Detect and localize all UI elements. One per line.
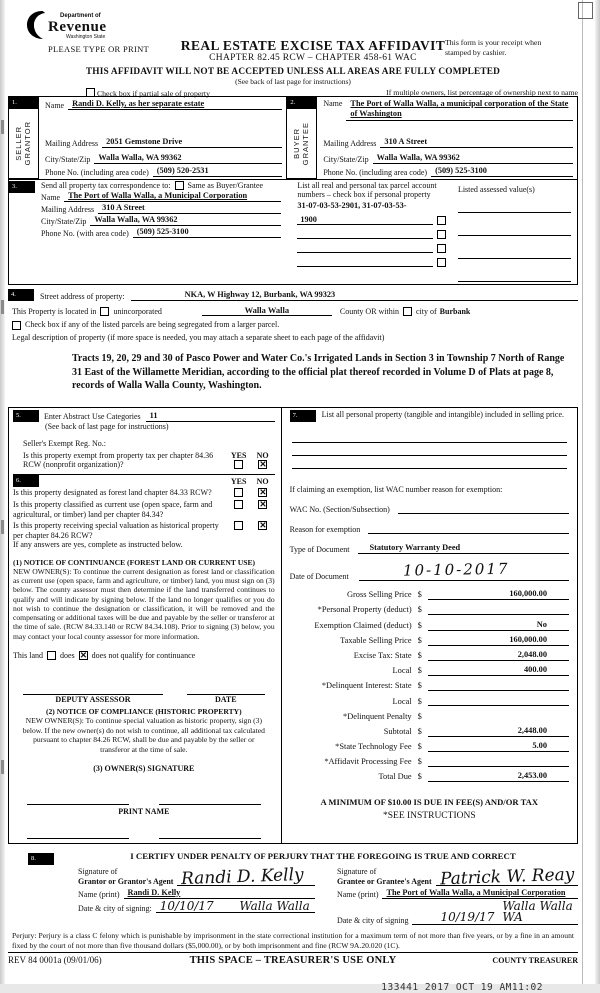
notice-continuance: [13, 558, 275, 641]
form-footer: [8, 955, 578, 967]
form-title: REAL ESTATE EXCISE TAX AFFIDAVIT: [180, 38, 446, 53]
buyer-mailing-value: 310 A Street: [384, 137, 428, 146]
doc-type-field[interactable]: [358, 543, 570, 554]
buyer-name-field[interactable]: [346, 99, 573, 121]
personal-property-checkbox-2[interactable]: [437, 230, 446, 239]
dollar-sign: $: [417, 681, 422, 691]
grantee-name-print-field[interactable]: [382, 888, 578, 899]
money-row: [290, 631, 569, 646]
street-address-value: NKA, W Highway 12, Burbank, WA 99323: [184, 290, 336, 300]
tech-fee-label: *State Technology Fee: [335, 742, 412, 752]
q-exempt-no-checkbox[interactable]: [258, 460, 267, 469]
legal-description-text[interactable]: Tracts 19, 20, 29 and 30 of Pasco Power and Water Co.'s Irrigated Lands in Section 3 in Township 7 North of Range 31 East of the Willamette Meridian, according to the official plat thereof recorded in Volume D of Plats at page 8, records of Walla Walla County, Washington.: [72, 353, 565, 392]
city-of-value: Burbank: [439, 307, 471, 317]
delinq-interest-local-field[interactable]: [428, 705, 569, 706]
logo-revenue-text: Revenue: [48, 19, 107, 35]
personal-property-line-1[interactable]: [292, 430, 567, 443]
reason-exemption-label: Reason for exemption: [289, 524, 361, 534]
located-in-label: This Property is located in: [12, 307, 97, 317]
certify-statement: I CERTIFY UNDER PENALTY OF PERJURY THAT THE FOREGOING IS TRUE AND CORRECT: [130, 851, 516, 862]
corr-mailing-label: Mailing Address: [41, 205, 95, 214]
assessed-field-4[interactable]: [458, 272, 571, 282]
dollar-sign: $: [417, 635, 422, 645]
grantor-city-field[interactable]: [235, 898, 315, 913]
scan-mark: [1, 300, 4, 314]
city-of-checkbox[interactable]: [403, 307, 412, 316]
section-7-number: 7.: [290, 410, 316, 422]
see-back-note: (See back of last page for instructions): [235, 77, 351, 86]
affidavit-fee-field[interactable]: [428, 766, 569, 767]
grantee-word: GRANTEE: [300, 121, 310, 166]
notice-1-body: NEW OWNER(S): To continue the current designation as forest land or classification as current use (open space, farm and agriculture, or timber) land, you must sign on (3) below. The county assessor must then determine if the land transferred continues to qualify and will indicate by signing below. If the land no longer qualifies or you do not wish to continue the designation or classification, it will be removed and the compensating or additional taxes will be due and payable by the seller or transferor at the time of sale. (RCW 84.33.140 or RCW 84.34.108). Prior to signing (3) below, you may contact your local county assessor for more information.: [13, 566, 275, 641]
perjury-statement: Perjury: Perjury is a class C felony which is punishable by imprisonment in the state correctional institution for a maximum term of not more than five years, or by a fine in an amount fixed by the court of not more than five thousand dollars ($5,000.00), or by both imprisonment and fine (RCW 9A.20.020 (1C).: [8, 931, 578, 954]
dollar-sign: $: [417, 590, 422, 600]
buyer-city-field[interactable]: [373, 153, 573, 164]
grantee-signature-value: Patrick W. Reay: [439, 865, 575, 890]
money-row: [290, 722, 569, 737]
money-row: [290, 615, 569, 630]
left-column: [9, 408, 282, 843]
see-instructions-note: *SEE INSTRUCTIONS: [382, 811, 476, 822]
buyer-phone-label: Phone No. (including area code): [323, 167, 428, 177]
seller-city-field[interactable]: [94, 153, 282, 164]
subtotal-label: Subtotal: [383, 726, 412, 736]
corr-mailing-field[interactable]: [98, 203, 281, 214]
parcel-numbers-line2: 1900: [300, 214, 317, 224]
grantor-date-value: 10/10/17: [159, 898, 214, 913]
exemption-deduct-label: Exemption Claimed (deduct): [314, 620, 412, 630]
dollar-sign: $: [417, 620, 422, 630]
no-header-6: NO: [256, 476, 269, 486]
grantee-sig-label: [337, 867, 436, 885]
abstract-use-label: Enter Abstract Use Categories: [44, 412, 141, 422]
section-8-certification: [8, 849, 578, 993]
personal-property-line-3[interactable]: [292, 456, 567, 469]
section-8-number: 8.: [28, 853, 54, 865]
q-currentuse-no-checkbox[interactable]: [258, 500, 267, 509]
section-6-number: 6.: [13, 475, 39, 487]
exempt-reg-label: Seller's Exempt Reg. No.:: [23, 439, 106, 449]
grantor-word: GRANTOR: [22, 121, 32, 166]
parcel-field-1[interactable]: [297, 215, 433, 226]
grantor-name-print-label: Name (print): [78, 889, 120, 899]
personal-property-line-2[interactable]: [292, 443, 567, 456]
money-row: [290, 661, 569, 676]
seller-city-value: Walla Walla, WA 99362: [98, 153, 182, 162]
grantor-signature-field[interactable]: [177, 865, 314, 890]
wac-no-label: WAC No. (Section/Subsection): [289, 504, 390, 514]
personal-property-checkbox-4[interactable]: [437, 258, 446, 267]
section-4-number: 4.: [8, 289, 34, 301]
unincorporated-checkbox[interactable]: [100, 307, 109, 316]
please-type-label: PLEASE TYPE OR PRINT: [48, 44, 150, 54]
seller-phone-value: (509) 520-2531: [156, 166, 209, 175]
money-table: [290, 585, 569, 782]
personal-property-checkbox-1[interactable]: [437, 216, 446, 225]
money-row: [290, 767, 569, 782]
taxable-price-label: Taxable Selling Price: [340, 635, 412, 645]
corr-city-value: Walla Walla, WA 99362: [94, 215, 178, 225]
section-1-seller: [9, 97, 287, 179]
seller-name-field[interactable]: [68, 99, 282, 110]
buyer-city-value: Walla Walla, WA 99362: [376, 153, 460, 162]
buyer-word: BUYER: [291, 128, 301, 159]
q-historic-text: Is this property receiving special valuation as historical property per chapter 84.26 RCW?: [13, 521, 219, 540]
corr-city-label: City/State/Zip: [41, 217, 87, 226]
doc-date-value: 10-10-2017: [402, 559, 510, 580]
notice-compliance: [13, 707, 275, 754]
section-3-number: 3.: [9, 181, 35, 193]
same-as-buyer-label: Same as Buyer/Grantee: [187, 181, 264, 190]
excise-local-label: Local: [392, 666, 412, 676]
reason-exemption-field[interactable]: [368, 523, 569, 534]
scan-edge-right: [595, 0, 600, 984]
dollar-sign: $: [417, 650, 422, 660]
total-due-value: 2,453.00: [517, 771, 547, 781]
revenue-logo: [26, 10, 146, 40]
owners-signature-label: (3) OWNER(S) SIGNATURE: [93, 764, 195, 774]
q-historic-yes-checkbox[interactable]: [234, 521, 243, 530]
minimum-fee-note: A MINIMUM OF $10.00 IS DUE IN FEE(S) AND/OR TAX: [320, 797, 539, 808]
scan-line: [582, 0, 583, 984]
no-header: NO: [256, 450, 269, 460]
multiple-owners-note: If multiple owners, list percentage of ownership next to name: [386, 88, 578, 97]
q-currentuse-text: Is this property classified as current use (open space, farm and agricultural, or timber) land per chapter 84.34?: [13, 500, 213, 519]
receipt-note: This form is your receipt when stamped by cashier.: [445, 38, 542, 57]
deputy-date-line[interactable]: [187, 686, 265, 695]
affidavit-fee-label: *Affidavit Processing Fee: [324, 757, 412, 767]
owner-sign-line-2[interactable]: [159, 796, 261, 805]
grantor-signature-value: Randi D. Kelly: [181, 865, 305, 890]
total-due-field[interactable]: [428, 771, 569, 782]
personal-property-checkbox-3[interactable]: [437, 244, 446, 253]
assessed-field-1[interactable]: [458, 203, 571, 213]
form-warning: THIS AFFIDAVIT WILL NOT BE ACCEPTED UNLESS ALL AREAS ARE FULLY COMPLETED: [85, 67, 501, 77]
corr-city-field[interactable]: [90, 215, 281, 226]
grantor-name-print-field[interactable]: [124, 888, 315, 899]
assessed-field-2[interactable]: [458, 226, 571, 236]
doc-type-value: Statutory Warranty Deed: [369, 543, 461, 553]
delinq-interest-state-field[interactable]: [428, 690, 569, 691]
street-address-label: Street address of property:: [40, 292, 125, 301]
q-currentuse-yes-checkbox[interactable]: [234, 500, 243, 509]
section-6: [13, 474, 275, 550]
money-row: [290, 585, 569, 600]
excise-state-value: 2,048.00: [517, 649, 547, 659]
seller-mailing-field[interactable]: [102, 137, 282, 148]
seller-phone-field[interactable]: [153, 166, 283, 177]
seller-grantor-side-label: [9, 109, 39, 179]
corr-phone-field[interactable]: [133, 227, 282, 238]
grantee-date-label: Date & city of signing: [336, 915, 409, 925]
dollar-sign: $: [417, 605, 422, 615]
buyer-phone-value: (509) 525-3100: [435, 166, 487, 175]
abstract-use-field[interactable]: [146, 411, 275, 422]
corr-phone-label: Phone No. (with area code): [41, 229, 129, 238]
q-historic-no-checkbox[interactable]: [258, 521, 267, 530]
doc-date-label: Date of Document: [289, 571, 349, 581]
parcel-field-2[interactable]: [297, 229, 433, 239]
grantee-sig-label-2: Grantee or Grantee's Agent: [336, 876, 432, 886]
money-row: [290, 600, 569, 615]
corr-name-label: Name: [41, 193, 61, 202]
excise-local-field[interactable]: [428, 665, 569, 676]
seller-mailing-value: 2051 Gemstone Drive: [106, 137, 183, 146]
treasurer-space-label: THIS SPACE – TREASURER'S USE ONLY: [189, 955, 397, 967]
buyer-grantee-side-label: [287, 109, 317, 179]
grantor-city-value: Walla Walla: [239, 898, 310, 913]
form-subtitle: CHAPTER 82.45 RCW – CHAPTER 458-61 WAC: [209, 53, 417, 63]
unincorporated-label: unincorporated: [113, 307, 162, 317]
assessed-values-header: Listed assessed value(s): [457, 185, 535, 194]
q-forest-yes-checkbox[interactable]: [234, 488, 243, 497]
buyer-name-value: The Port of Walla Walla, a municipal corporation of the State of Washington: [350, 99, 569, 119]
subtotal-field[interactable]: [428, 726, 569, 737]
grantee-name-print-label: Name (print): [336, 889, 379, 899]
buyer-city-label: City/State/Zip: [323, 154, 369, 164]
seller-name-label: Name: [45, 100, 65, 110]
delinq-interest-state-label: *Delinquent Interest: State: [321, 681, 412, 691]
corr-name-field[interactable]: [64, 191, 281, 202]
section-5-number: 5.: [13, 410, 39, 422]
dollar-sign: $: [417, 696, 422, 706]
grantor-sig-label-2: Grantor or Grantor's Agent: [78, 876, 174, 886]
money-row: [290, 706, 569, 721]
abstract-use-value: 11: [149, 410, 158, 420]
does-not-label: does not qualify for continuance: [91, 650, 196, 660]
parcel-numbers-header: List all real and personal tax parcel account numbers – check box if personal property: [297, 181, 437, 200]
parcel-numbers-line1: 31-07-03-53-2901, 31-07-03-53-: [297, 200, 407, 210]
doc-date-field[interactable]: [359, 559, 569, 581]
logo-state-text: Washington State: [66, 34, 106, 40]
money-row: [290, 646, 569, 661]
city-of-label: city of: [416, 307, 437, 317]
buyer-phone-field[interactable]: [431, 166, 573, 177]
exemption-deduct-field[interactable]: [428, 620, 569, 631]
total-due-label: Total Due: [378, 772, 412, 782]
grantee-signature-block: [323, 865, 578, 924]
excise-state-label: Excise Tax: State: [353, 650, 412, 660]
buyer-mailing-label: Mailing Address: [323, 138, 377, 148]
dollar-sign: $: [417, 757, 422, 767]
county-or-label: County OR within: [339, 307, 399, 317]
corr-phone-value: (509) 525-3100: [136, 227, 189, 237]
section-2-number: 2.: [287, 97, 317, 109]
seller-mailing-label: Mailing Address: [45, 138, 99, 148]
delinq-penalty-label: *Delinquent Penalty: [343, 711, 412, 721]
print-name-line-1[interactable]: [27, 830, 129, 839]
buyer-mailing-field[interactable]: [380, 137, 573, 148]
county-field[interactable]: Walla Walla: [202, 305, 332, 316]
corner-stamp-box: [578, 2, 593, 19]
section-1-number: 1.: [9, 97, 39, 109]
gross-selling-label: Gross Selling Price: [346, 590, 412, 600]
partial-sale-row: [86, 88, 210, 98]
excise-state-field[interactable]: [428, 650, 569, 661]
print-name-line-2[interactable]: [159, 830, 261, 839]
grantee-date-value: 10/19/17: [440, 910, 495, 925]
segregated-checkbox[interactable]: [12, 321, 21, 330]
dollar-sign: $: [417, 726, 422, 736]
deputy-assessor-sign-line[interactable]: [23, 686, 163, 695]
grantor-signature-block: [8, 865, 323, 924]
grantee-name-print-value: The Port of Walla Walla, a Municipal Corporation: [386, 887, 566, 897]
taxable-price-field[interactable]: [428, 635, 569, 646]
grantee-city-field[interactable]: [498, 898, 578, 925]
tech-fee-value: 5.00: [532, 741, 547, 751]
owner-sign-line-1[interactable]: [27, 796, 129, 805]
seller-city-label: City/State/Zip: [45, 154, 91, 164]
excise-local-value: 400.00: [523, 665, 547, 675]
same-as-buyer-checkbox[interactable]: [175, 181, 184, 190]
deputy-date-label: DATE: [214, 695, 237, 705]
grantee-sig-label-1: Signature of: [336, 867, 377, 877]
scan-mark: [1, 760, 4, 774]
this-land-label: This land: [13, 650, 43, 660]
subtotal-value: 2,448.00: [517, 725, 547, 735]
land-does-not-checkbox[interactable]: [79, 651, 88, 660]
grantee-date-field[interactable]: [412, 912, 498, 924]
does-label: does: [60, 650, 75, 660]
partial-sale-checkbox[interactable]: [86, 88, 95, 97]
county-treasurer-label: COUNTY TREASURER: [492, 956, 578, 966]
money-row: [290, 691, 569, 706]
notice-1-title: (1) NOTICE OF CONTINUANCE (FOREST LAND OR CURRENT USE): [13, 557, 256, 567]
yes-header-6: YES: [230, 476, 247, 486]
section-4-property: [8, 285, 578, 392]
notice-2-body: NEW OWNER(S): To continue special valuation as historic property, sign (3) below. If the new owner(s) do not wish to continue, all additional tax calculated pursuant to chapter 84.26 RCW, shall be due and payable by the seller or transferor at the time of sale.: [22, 716, 265, 754]
taxable-price-value: 160,000.00: [509, 634, 547, 644]
scan-mark: [1, 520, 4, 534]
personal-deduct-field[interactable]: [428, 614, 569, 615]
delinq-interest-local-label: Local: [392, 696, 412, 706]
q-forest-no-checkbox[interactable]: [258, 488, 267, 497]
dollar-sign: $: [417, 772, 422, 782]
sections-5-6-7-box: [8, 407, 578, 844]
corr-name-value: The Port of Walla Walla, a Municipal Corporation: [68, 191, 248, 201]
exemption-claim-label: If claiming an exemption, list WAC number reason for exemption:: [289, 484, 503, 494]
partial-sale-label: Check box if partial sale of property: [96, 89, 210, 98]
doc-type-label: Type of Document: [289, 544, 350, 554]
q-exempt-yes-checkbox[interactable]: [234, 460, 243, 469]
corr-mailing-value: 310 A Street: [102, 203, 145, 213]
section-2-buyer: [287, 97, 577, 179]
tech-fee-field[interactable]: [428, 741, 569, 752]
notice-2-title: (2) NOTICE OF COMPLIANCE (HISTORIC PROPERTY): [45, 706, 242, 716]
scan-edge-left: [0, 0, 5, 984]
parties-box: [8, 96, 578, 285]
parcel-field-4[interactable]: [297, 257, 433, 267]
dollar-sign: $: [417, 666, 422, 676]
money-row: [290, 737, 569, 752]
deputy-assessor-label: DEPUTY ASSESSOR: [55, 695, 131, 705]
right-column: [282, 408, 577, 843]
land-does-checkbox[interactable]: [47, 651, 56, 660]
q-exempt-text: Is this property exempt from property tax per chapter 84.36 RCW (nonprofit organization)?: [23, 450, 214, 470]
cashier-stamp: 133441 2017 OCT 19 AM11:02: [381, 981, 543, 993]
parcel-field-3[interactable]: [297, 243, 433, 253]
q-forest-text: Is this property designated as forest land chapter 84.33 RCW?: [13, 488, 212, 498]
land-qualify-row: [13, 651, 275, 660]
money-row: [290, 676, 569, 691]
if-any-note: If any answers are yes, complete as instructed below.: [13, 540, 183, 550]
segregated-label: Check box if any of the listed parcels are being segregated from a larger parcel.: [25, 320, 280, 330]
rev-form-number: REV 84 0001a (09/01/06): [8, 955, 102, 966]
personal-deduct-label: *Personal Property (deduct): [317, 605, 412, 615]
grantor-date-label: Date & city of signing:: [78, 904, 152, 914]
grantor-date-field[interactable]: [156, 898, 236, 913]
logo-dept-text: Department of: [60, 13, 101, 19]
scan-mark: [1, 120, 4, 134]
personal-property-label: List all personal property (tangible and intangible) included in selling price.: [321, 409, 564, 419]
print-name-label: PRINT NAME: [118, 806, 170, 816]
wac-no-field[interactable]: [398, 503, 569, 514]
assessed-field-3[interactable]: [458, 249, 571, 259]
legal-description-label: Legal description of property (if more space is needed, you may attach a separate sheet to each page of the affidavit): [12, 332, 385, 342]
yes-header: YES: [230, 450, 247, 460]
money-row: [290, 752, 569, 767]
gross-selling-field[interactable]: [428, 589, 569, 600]
seller-phone-label: Phone No. (including area code): [45, 167, 149, 177]
grantee-city-value: Walla Walla WA: [502, 898, 573, 925]
gross-selling-value: 160,000.00: [509, 589, 547, 599]
dollar-sign: $: [417, 742, 422, 752]
grantor-sig-label-1: Signature of: [78, 867, 118, 877]
grantor-name-print-value: Randi D. Kelly: [127, 887, 181, 897]
seller-word: SELLER: [13, 126, 23, 161]
grantee-signature-field[interactable]: [436, 865, 578, 890]
grantor-sig-label: [78, 867, 177, 885]
street-address-field[interactable]: [131, 290, 578, 301]
section-5-see-back: (See back of last page for instructions): [45, 421, 169, 431]
exemption-deduct-value: No: [536, 619, 547, 629]
form-header: [8, 0, 578, 96]
section-3-correspondence: [9, 179, 577, 284]
seller-name-value: Randi D. Kelly, as her separate estate: [72, 99, 205, 108]
dollar-sign: $: [417, 711, 422, 721]
buyer-name-label: Name: [323, 99, 343, 108]
send-correspondence-label: Send all property tax correspondence to:: [41, 181, 171, 190]
